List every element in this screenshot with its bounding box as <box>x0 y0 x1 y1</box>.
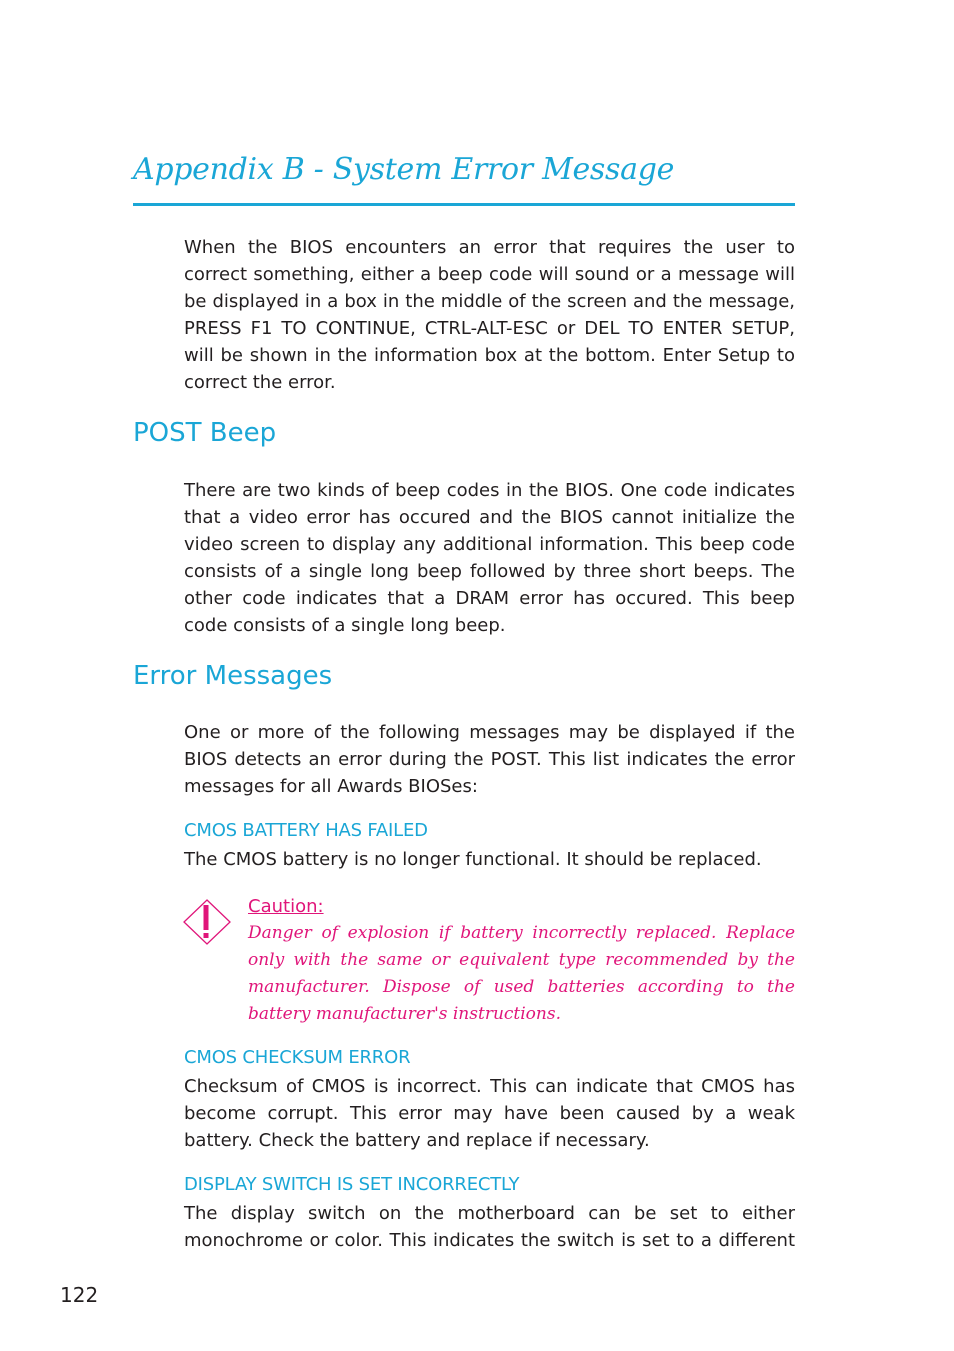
cmos-checksum-heading: CMOS CHECKSUM ERROR <box>184 1047 411 1068</box>
page-title: Appendix B - System Error Message <box>133 152 675 187</box>
error-messages-paragraph: One or more of the following messages may be displayed if the BIOS detects an error during the POST. This list indicates the error messages for all Awards BIOSes: <box>184 722 795 797</box>
cmos-battery-heading: CMOS BATTERY HAS FAILED <box>184 820 428 841</box>
display-switch-heading: DISPLAY SWITCH IS SET INCORRECTLY <box>184 1174 520 1195</box>
display-switch-paragraph: The display switch on the motherboard can be set to either monochrome or color. This indicates the switch is set to a different <box>184 1203 795 1251</box>
post-beep-paragraph: There are two kinds of beep codes in the BIOS. One code indicates that a video error has occured and the BIOS cannot initialize the video screen to display any additional information. This beep code consists of a single long beep followed by three short beeps. The other code indicates that a DRAM error has occured. This beep code consists of a single long beep. <box>184 480 795 636</box>
error-messages-heading: Error Messages <box>133 661 333 691</box>
cmos-checksum-paragraph: Checksum of CMOS is incorrect. This can indicate that CMOS has become corrupt. This error may have been caused by a weak battery. Check the battery and replace if necessary. <box>184 1076 795 1151</box>
title-underline <box>133 203 795 206</box>
page-number: 122 <box>60 1283 99 1307</box>
intro-paragraph: When the BIOS encounters an error that requires the user to correct something, either a beep code will sound or a message will be displayed in a box in the middle of the screen and the message, PRESS F1 TO CONTINUE, CTRL-ALT-ESC or DEL TO ENTER SETUP, will be shown in the information box at the bottom. Enter Setup to correct the error. <box>184 237 795 393</box>
caution-text: Danger of explosion if battery incorrectly replaced. Replace only with the same or equivalent type recommended by the manufacturer. Dispose of used batteries according to the battery manufacturer's instructions. <box>248 923 795 1024</box>
post-beep-heading: POST Beep <box>133 418 277 448</box>
caution-label: Caution: <box>248 896 324 917</box>
cmos-battery-paragraph: The CMOS battery is no longer functional. It should be replaced. <box>184 849 762 870</box>
warning-exclamation-icon <box>182 898 232 946</box>
